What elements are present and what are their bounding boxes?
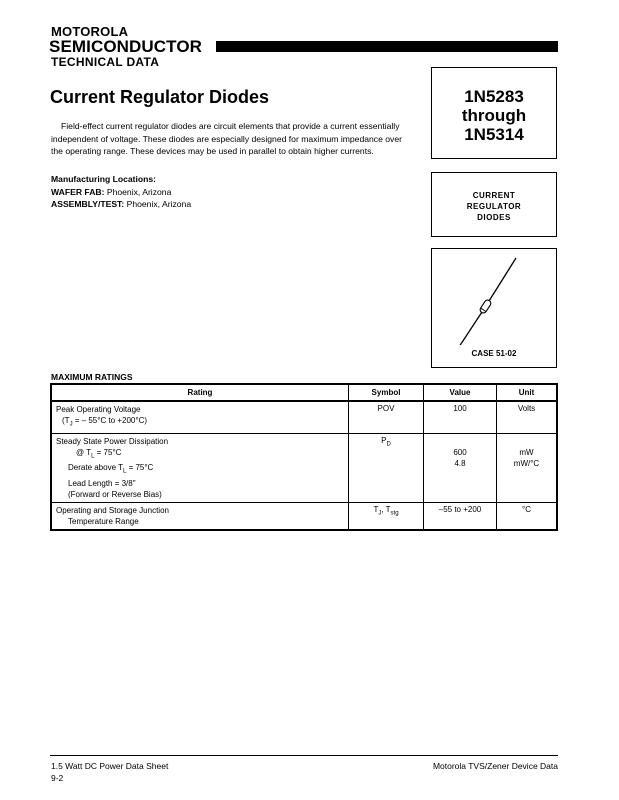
unit-cell: Volts: [497, 401, 558, 433]
description-line-2: REGULATOR: [466, 202, 522, 211]
max-ratings-table: [50, 383, 558, 531]
max-ratings-heading: MAXIMUM RATINGS: [51, 372, 133, 382]
manufacturing-heading: Manufacturing Locations:: [51, 174, 157, 184]
table-row: [51, 502, 557, 530]
part-number-start: 1N5283: [464, 87, 524, 106]
rating-derate: Derate above $T_L = 75^\circ C$: [68, 463, 154, 475]
footer-left: 1.5 Watt DC Power Data Sheet: [51, 761, 169, 771]
footer-right: Motorola TVS/Zener Device Data: [432, 761, 558, 771]
intro-paragraph: Field-effect current regulator diodes are circuit elements that provide a current essentially independent of voltage. These diodes are especially designed for maximum impedance over the operating range. These devices may be used in parallel to obtain higher currents.: [51, 121, 402, 157]
col-rating: Rating: [51, 384, 349, 401]
rating-condition: @ $T_L = 75^\circ C$: [76, 447, 122, 460]
division-name: SEMICONDUCTOR: [49, 37, 203, 56]
wafer-fab-line: [51, 187, 171, 197]
table-header-row: [51, 384, 557, 401]
description-line-3: DIODES: [477, 213, 511, 222]
company-name: MOTOROLA: [51, 24, 129, 39]
assembly-label: ASSEMBLY/TEST:: [51, 199, 125, 209]
col-unit: Unit: [497, 384, 558, 401]
value-cell: 100: [424, 401, 497, 433]
rating-condition: ($T_J$ = – 55°C to +200°C): [62, 416, 148, 428]
value-cell: –55 to +200: [424, 502, 497, 530]
case-label: CASE 51-02: [471, 349, 517, 358]
part-number-box: [431, 67, 557, 159]
rating-text: Peak Operating Voltage: [56, 405, 141, 414]
page-number: 9-2: [51, 773, 64, 783]
table-row: [51, 401, 557, 433]
col-value: Value: [424, 384, 497, 401]
unit-cell: °C: [497, 502, 558, 530]
wafer-fab-value: Phoenix, Arizona: [104, 187, 172, 197]
case-box: [431, 248, 557, 368]
wafer-fab-label: WAFER FAB:: [51, 187, 105, 197]
value-cell: 600 4.8: [424, 433, 497, 502]
rating-text-2: Temperature Range: [68, 516, 139, 526]
table-row: [51, 433, 557, 502]
footer-rule: [50, 755, 558, 756]
rating-lead-length: Lead Length = 3/8": [68, 478, 136, 488]
rating-bias: (Forward or Reverse Bias): [68, 489, 162, 499]
symbol-cell: $T_J$, $T_{stg}$: [349, 502, 424, 530]
rating-cell: [51, 401, 349, 433]
description-box: [431, 172, 557, 237]
assembly-line: [51, 199, 191, 209]
unit-cell: mW mW/°C: [497, 433, 558, 502]
symbol-cell: POV: [349, 401, 424, 433]
header-bar: [216, 41, 558, 52]
col-symbol: Symbol: [349, 384, 424, 401]
rating-cell: [51, 502, 349, 530]
part-number-end: 1N5314: [464, 125, 524, 144]
description-line-1: CURRENT: [472, 191, 516, 200]
rating-cell: [51, 433, 349, 502]
symbol-cell: $P_D$: [349, 433, 424, 502]
rating-text: Steady State Power Dissipation: [56, 436, 169, 446]
part-number-through: through: [461, 106, 527, 125]
rating-text: Operating and Storage Junction: [56, 505, 169, 515]
diode-package-drawing: [432, 249, 556, 345]
document-type: TECHNICAL DATA: [51, 55, 160, 69]
assembly-value: Phoenix, Arizona: [124, 199, 192, 209]
page-title: Current Regulator Diodes: [50, 87, 270, 107]
